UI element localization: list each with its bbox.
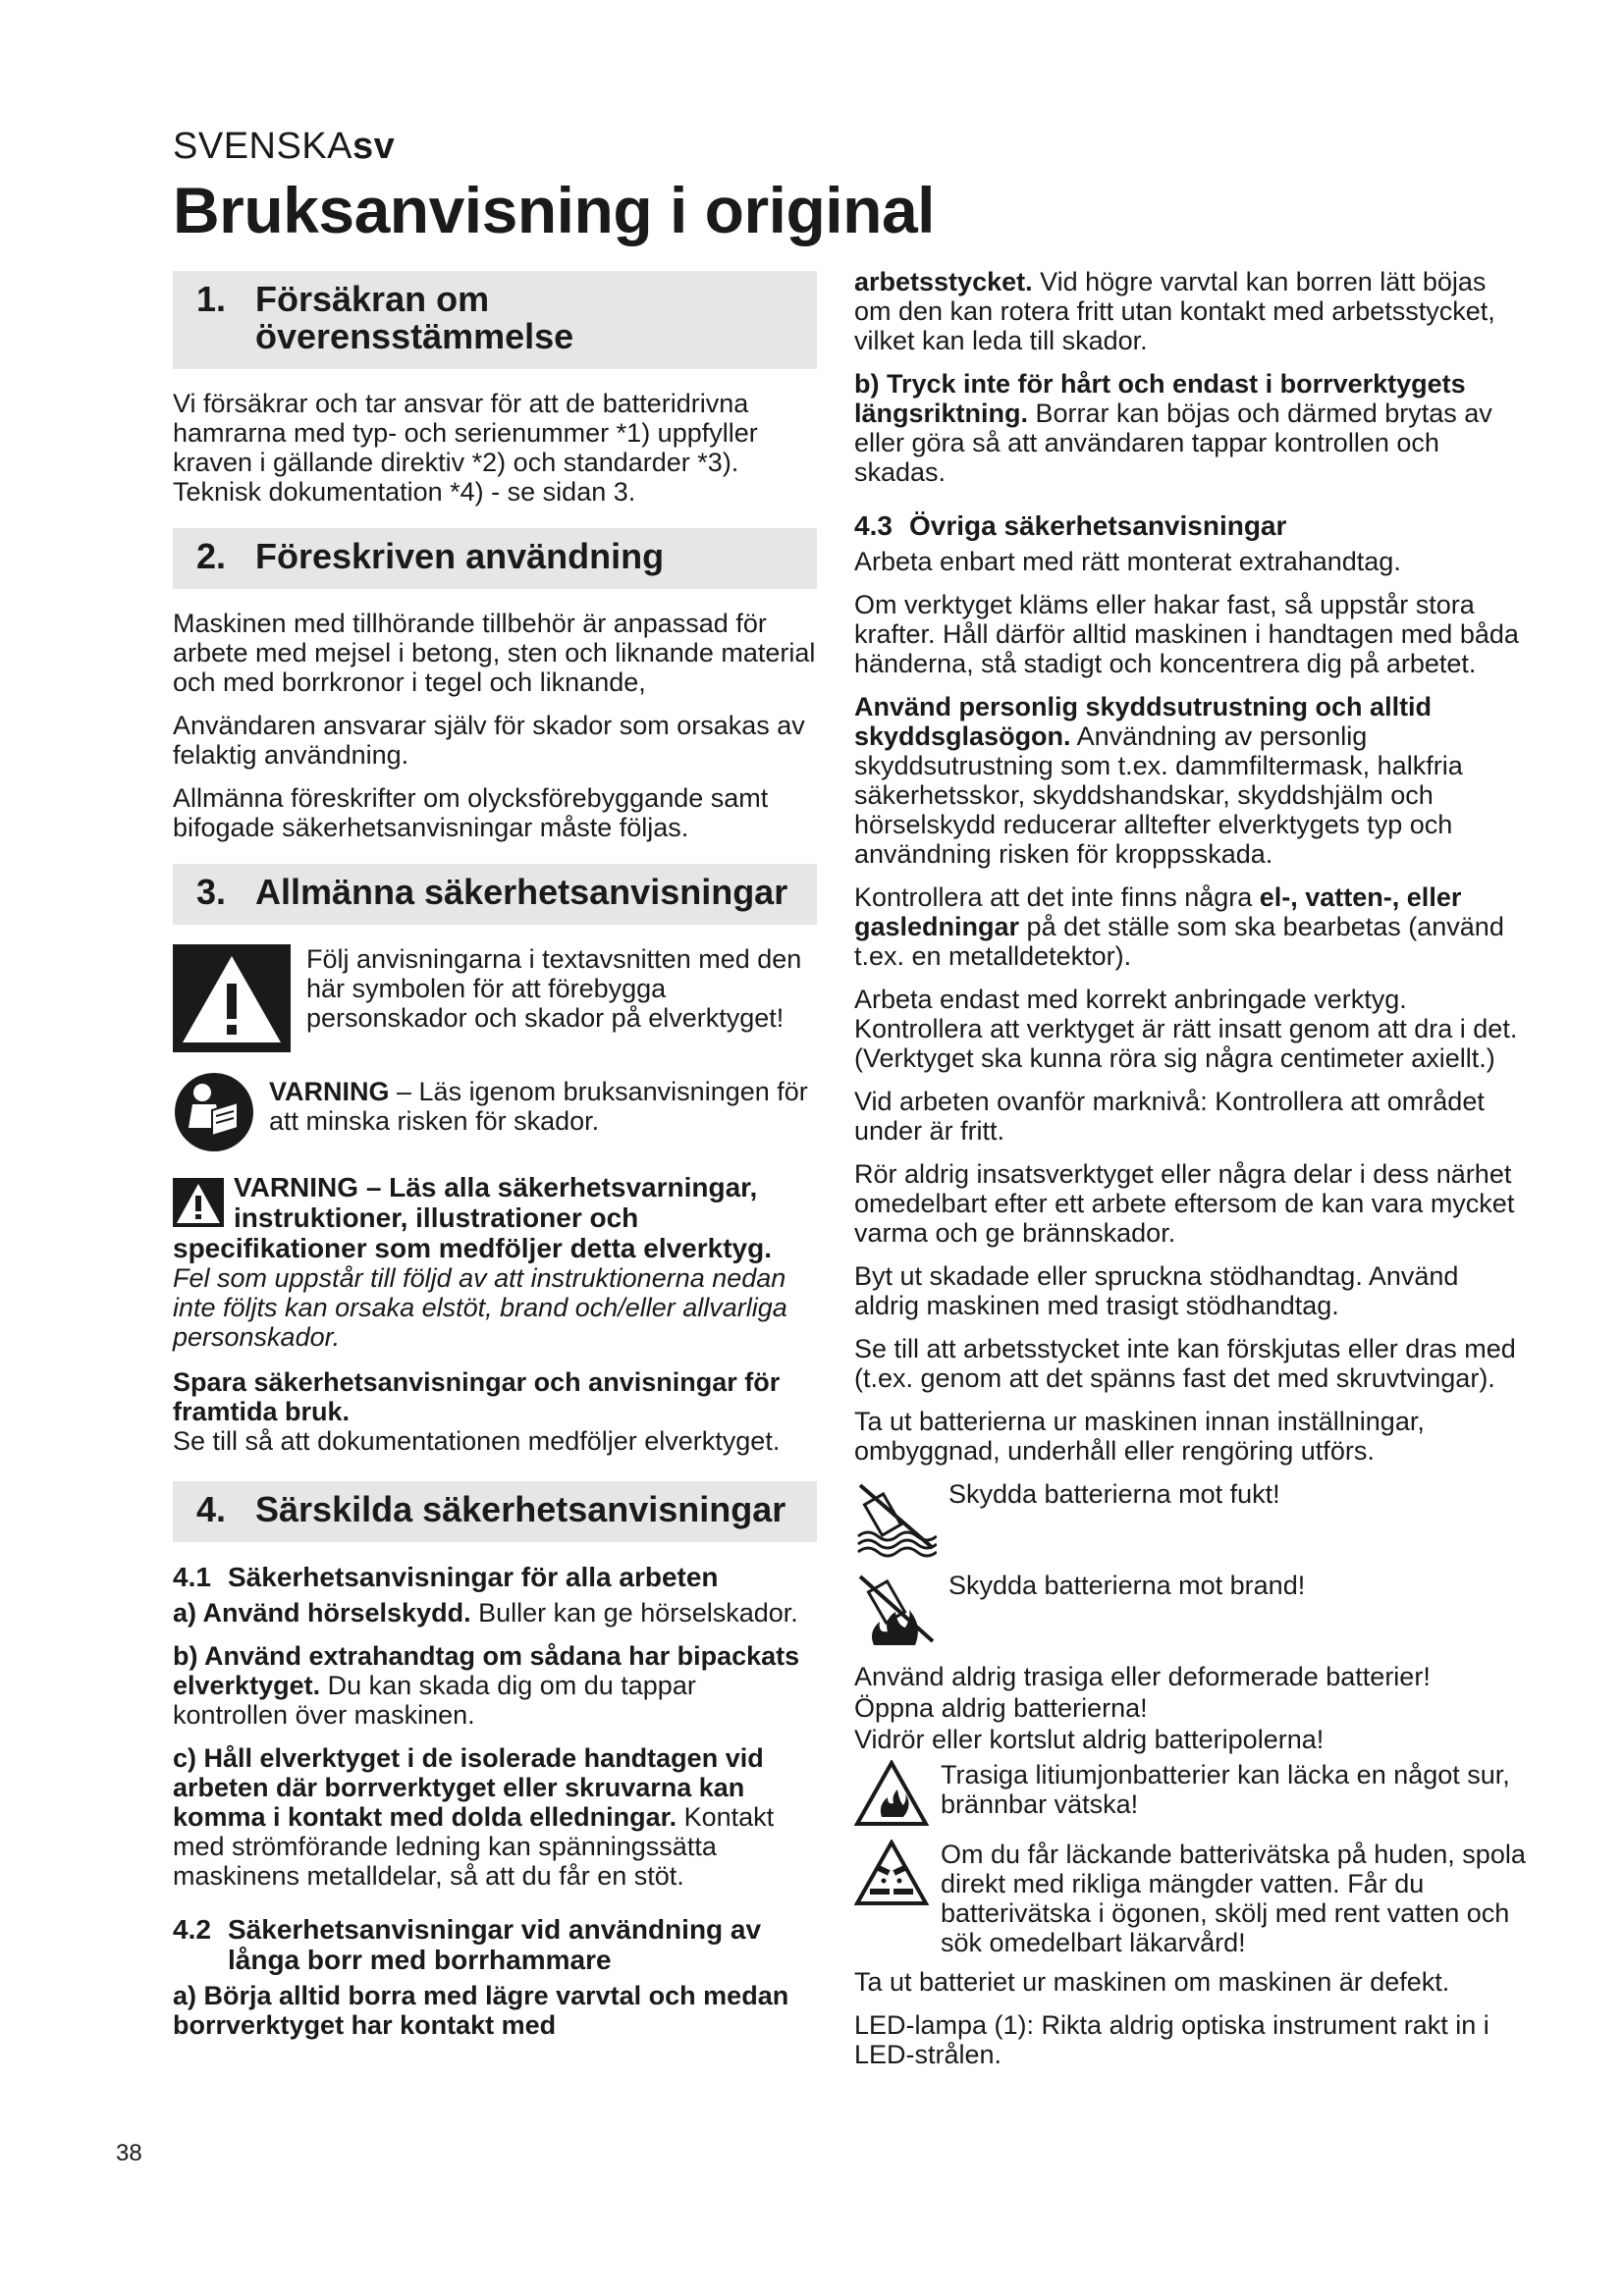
warning-small-icon <box>173 1178 224 1232</box>
other-rule: Om verktyget kläms eller hakar fast, så uppstår stora krafter. Håll därför alltid maskinen i handtagen med båda händerna, stå stadigt och koncentrera dig på arbetet. <box>854 590 1519 678</box>
battery-rule: Trasiga litiumjonbatterier kan läcka en något sur, brännbar vätska! <box>941 1760 1510 1819</box>
warning-triangle-icon <box>173 944 291 1057</box>
general-warning-note: Fel som uppstår till följd av att instruktionerna nedan inte följts kan orsaka elstöt, brand och/eller allvarliga personskador. <box>173 1263 787 1352</box>
section-1-heading: 1. Försäkran om överensstämmelse <box>173 271 817 369</box>
battery-rule: Vidrör eller kortslut aldrig batteripolerna! <box>854 1725 1325 1754</box>
section-1-text: Vi försäkrar och tar ansvar för att de batteridrivna hamrarna med typ- och serienummer *1) uppfyller kraven i gällande direktiv *2) och standarder *3). Teknisk dokumentation *4) - se sidan 3. <box>173 389 758 507</box>
section-4-2-heading: 4.2 Säkerhetsanvisningar vid användning av långa borr med borrhammare <box>173 1914 762 1975</box>
other-rule: Ta ut batterierna ur maskinen innan inställningar, ombyggnad, underhåll eller rengöring utförs. <box>854 1407 1425 1466</box>
no-fire-battery-icon <box>854 1571 937 1654</box>
flammable-liquid-row <box>854 1760 1528 1832</box>
no-water-battery-icon <box>854 1479 937 1563</box>
read-manual-row <box>173 1071 817 1158</box>
rule-4-2-a: a) Börja alltid borra med lägre varvtal och medan borrverktyget har kontakt med <box>173 1981 789 2040</box>
save-instructions: Spara säkerhetsanvisningar och anvisningar för framtida bruk. Se till så att dokumentationen medföljer elverktyget. <box>173 1367 781 1456</box>
hidden-lines-rule: Kontrollera att det inte finns några el-, vatten-, eller gasledningar på det ställe som ska bearbetas (använd t.ex. en metalldetektor). <box>854 882 1504 971</box>
other-rule: Rör aldrig insatsverktyget eller några delar i dess närhet omedelbart efter ett arbete eftersom de kan vara mycket varma och ge brännskador. <box>854 1159 1515 1248</box>
section-4-3-heading: 4.3 Övriga säkerhetsanvisningar <box>854 510 1287 541</box>
protective-equipment-rule: Använd personlig skyddsutrustning och alltid skyddsglasögon. Användning av personlig skyddsutrustning som t.ex. dammfiltermask, halkfria säkerhetsskor, skyddshandskar, skyddshjälm och hörselskydd reducerar alltefter elverktygets typ och användning risken för kroppsskada. <box>854 692 1463 869</box>
battery-fire-row <box>854 1571 1528 1654</box>
page-number: 38 <box>116 2140 142 2166</box>
page-title: Bruksanvisning i original <box>173 174 935 246</box>
general-warning-block <box>173 1172 817 1352</box>
section-2-paragraph: Allmänna föreskrifter om olycksförebyggande samt bifogade säkerhetsanvisningar måste följas. <box>173 783 769 842</box>
language-label: SVENSKAsv <box>173 126 396 167</box>
corrosive-warning-icon <box>854 1840 929 1911</box>
other-rule: Byt ut skadade eller spruckna stödhandtag. Använd aldrig maskinen med trasigt stödhandtag. <box>854 1261 1459 1320</box>
other-rule: Arbeta endast med korrekt anbringade verktyg. Kontrollera att verktyget är rätt insatt genom att dra i det. (Verktyget ska kunna röra sig några centimeter axiellt.) <box>854 985 1518 1073</box>
section-3-heading: 3. Allmänna säkerhetsanvisningar <box>173 864 817 925</box>
rule-4-2-a-continued: arbetsstycket. Vid högre varvtal kan borren lätt böjas om den kan rotera fritt utan kontakt med arbetsstycket, vilket kan leda till skador. <box>854 267 1495 355</box>
flammable-warning-icon <box>854 1760 929 1832</box>
section-2-paragraph: Användaren ansvarar själv för skador som orsakas av felaktig användning. <box>173 711 805 770</box>
left-column <box>173 267 817 2054</box>
rule-4-2-b: b) Tryck inte för hårt och endast i borrverktygets längsriktning. Borrar kan böjas och därmed brytas av eller göra så att användaren tappar kontrollen och skadas. <box>854 369 1492 487</box>
read-manual-icon <box>173 1071 255 1158</box>
battery-rule: Om du får läckande batterivätska på huden, spola direkt med rikliga mängder vatten. Får du batterivätska i ögonen, skölj med rent vatten och sök omedelbart läkarvård! <box>941 1840 1526 1957</box>
rule-a: a) Använd hörselskydd. Buller kan ge hörselskador. <box>173 1598 798 1628</box>
other-rule: Arbeta enbart med rätt monterat extrahandtag. <box>854 547 1401 576</box>
other-rule: Se till att arbetsstycket inte kan förskjutas eller dras med (t.ex. genom att det spänns fast det med skruvtvingar). <box>854 1334 1516 1393</box>
battery-rule: Använd aldrig trasiga eller deformerade batterier! <box>854 1662 1431 1691</box>
other-rule: Ta ut batteriet ur maskinen om maskinen är defekt. <box>854 1967 1450 1997</box>
read-manual-text: VARNING – Läs igenom bruksanvisningen för att minska risken för skador. <box>269 1077 808 1136</box>
other-rule: Vid arbeten ovanför marknivå: Kontrollera att området under är fritt. <box>854 1087 1485 1146</box>
led-rule: LED-lampa (1): Rikta aldrig optiska instrument rakt in i LED-strålen. <box>854 2010 1489 2069</box>
corrosive-liquid-row <box>854 1840 1528 1957</box>
section-2-heading: 2. Föreskriven användning <box>173 528 817 589</box>
section-4-1-heading: 4.1 Säkerhetsanvisningar för alla arbeten <box>173 1562 719 1592</box>
rule-c: c) Håll elverktyget i de isolerade handtagen vid arbeten där borrverktyget eller skruvarna kan komma i kontakt med dolda elledningar. Kontakt med strömförande ledning kan spänningssätta maskinens metalldelar, så att du får en stöt. <box>173 1743 775 1891</box>
battery-rule: Öppna aldrig batterierna! <box>854 1693 1148 1723</box>
general-warning-heading: VARNING – Läs alla säkerhetsvarningar, instruktioner, illustrationer och specifikationer som medföljer detta elverktyg. <box>173 1172 772 1263</box>
battery-rule: Skydda batterierna mot brand! <box>948 1571 1306 1600</box>
warning-symbol-text: Följ anvisningarna i textavsnitten med den här symbolen för att förebygga personskador och skador på elverktyget! <box>306 944 802 1033</box>
warning-symbol-row <box>173 944 817 1057</box>
section-4-heading: 4. Särskilda säkerhetsanvisningar <box>173 1481 817 1542</box>
rule-b: b) Använd extrahandtag om sådana har bipackats elverktyget. Du kan skada dig om du tappar kontrollen över maskinen. <box>173 1641 800 1730</box>
right-column <box>854 267 1528 2083</box>
battery-moisture-row <box>854 1479 1528 1563</box>
section-2-paragraph: Maskinen med tillhörande tillbehör är anpassad för arbete med mejsel i betong, sten och liknande material och med borrkronor i tegel och liknande, <box>173 609 816 697</box>
battery-rule: Skydda batterierna mot fukt! <box>948 1479 1280 1509</box>
